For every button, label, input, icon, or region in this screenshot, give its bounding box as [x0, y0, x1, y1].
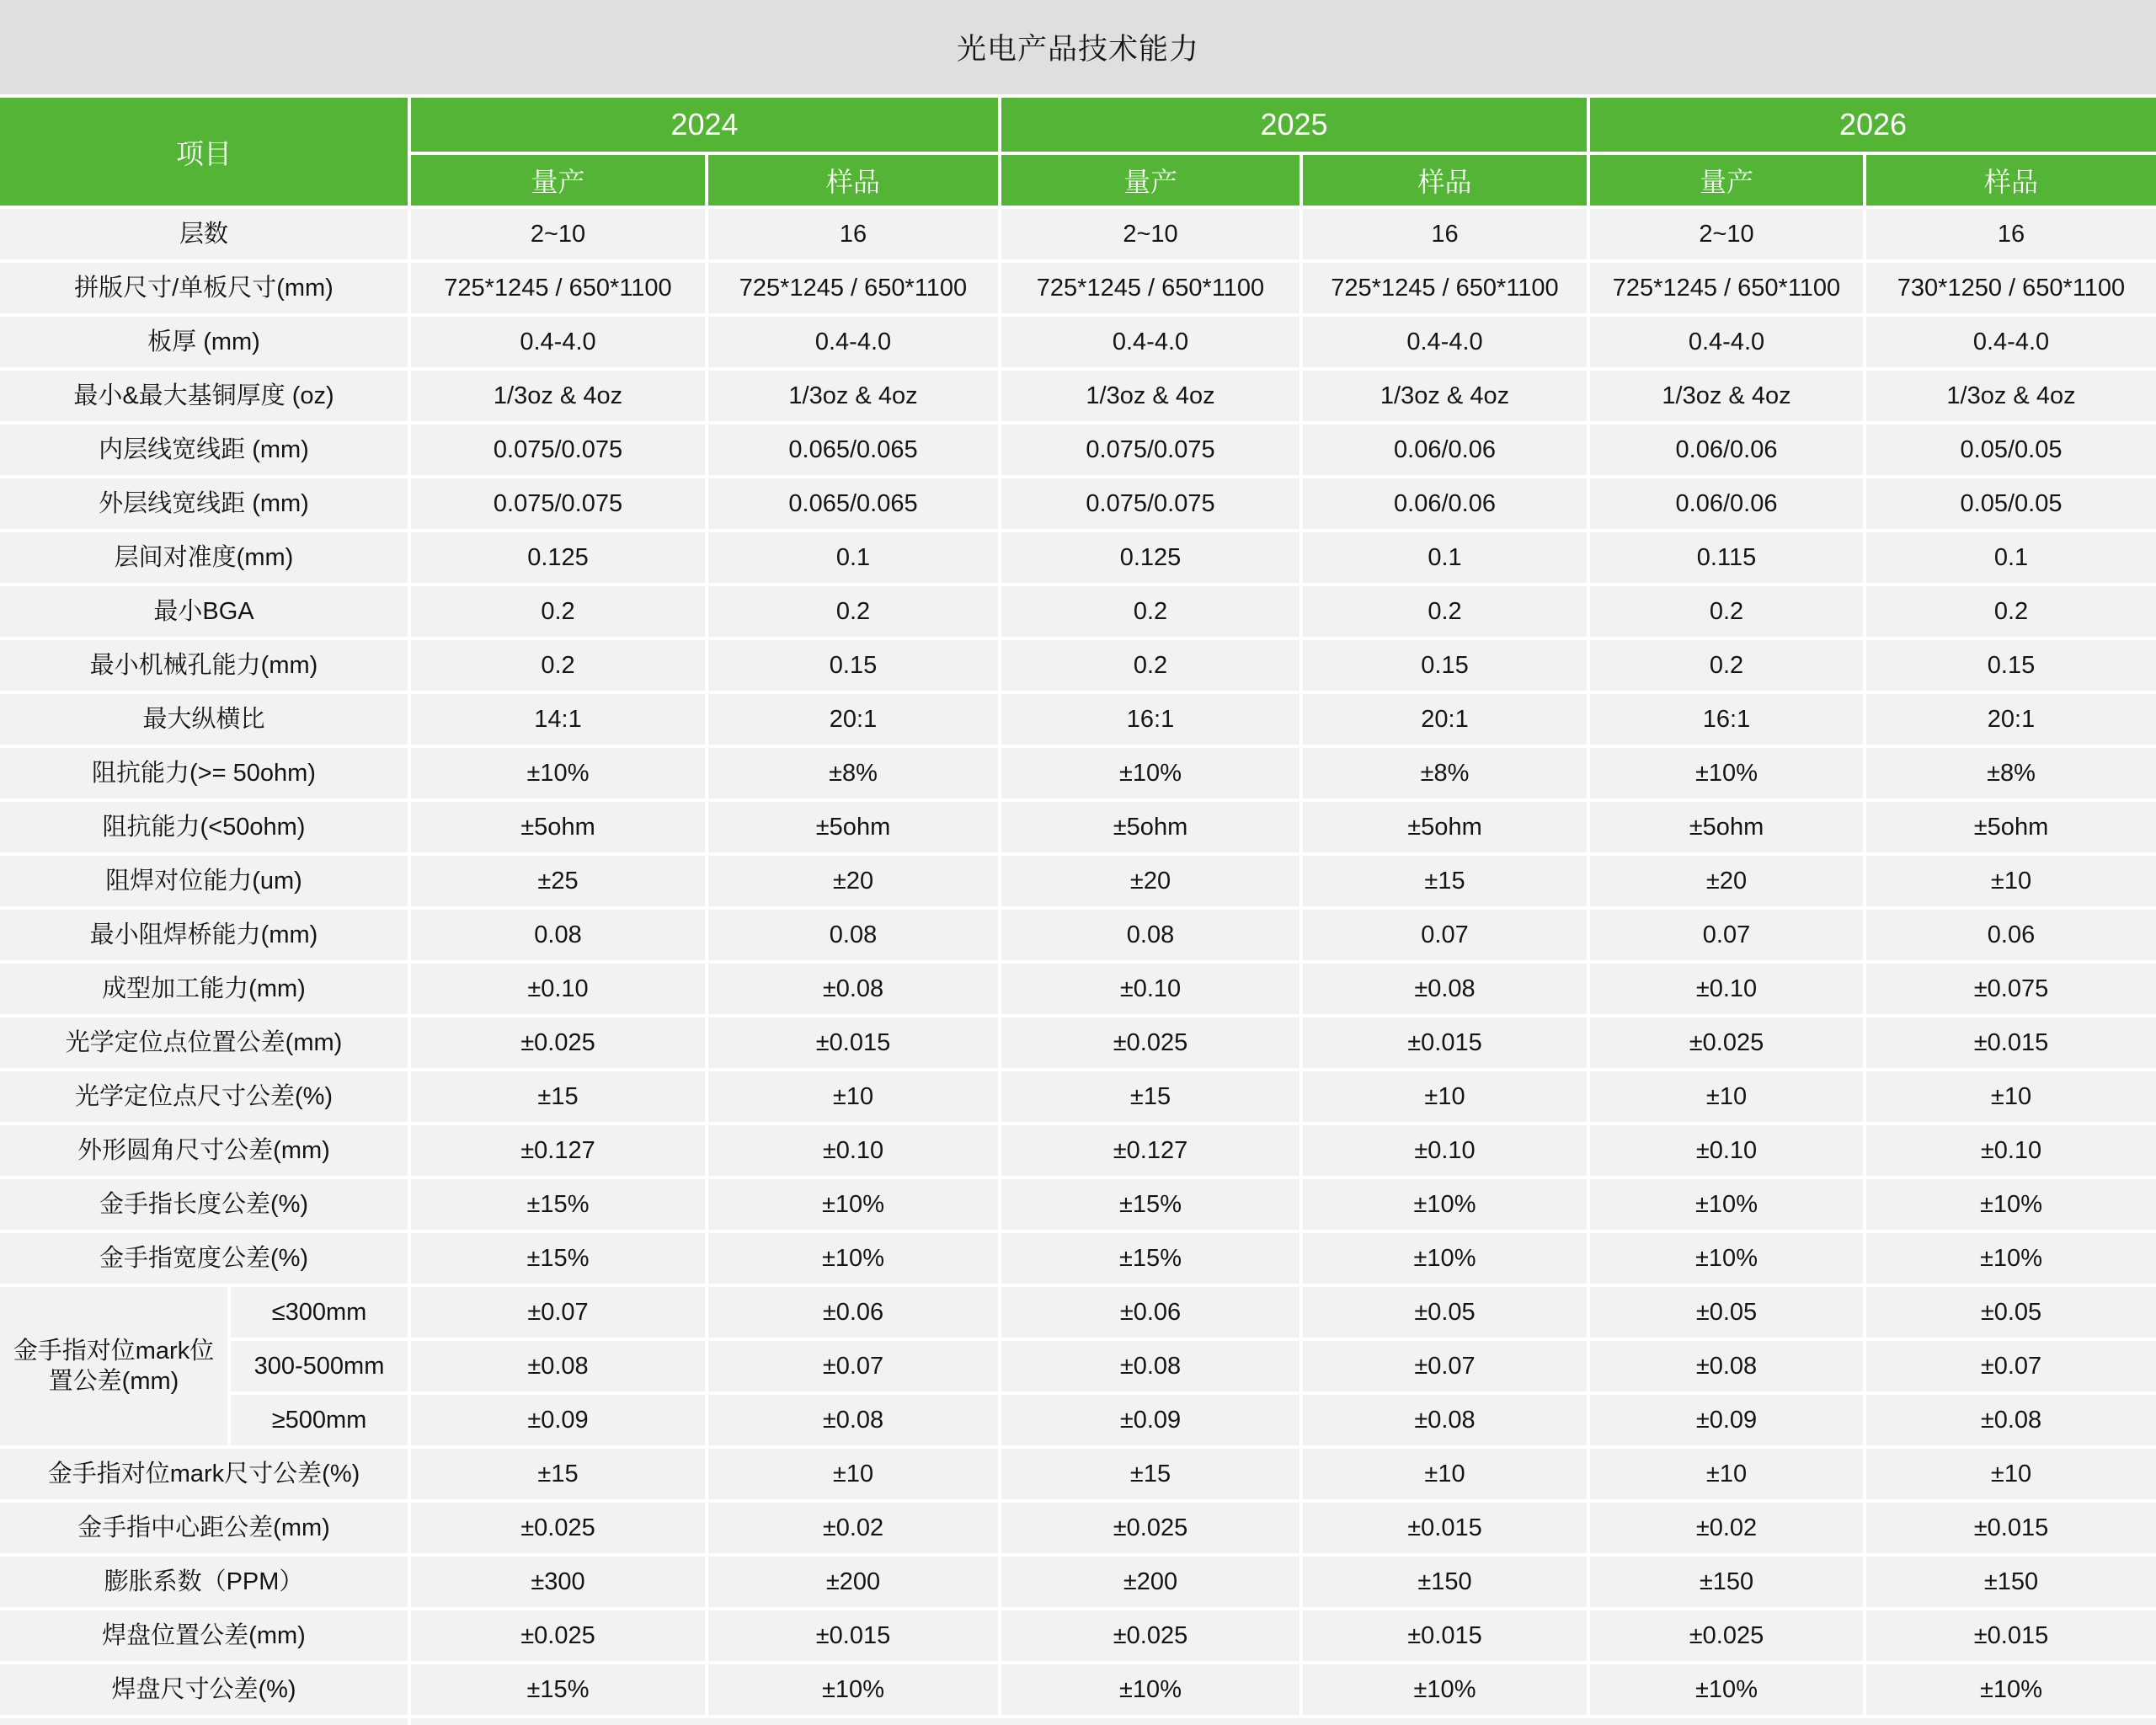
cell-value: ±0.08 [708, 1395, 998, 1445]
cell-value: 0.075/0.075 [411, 425, 705, 475]
title-bar [0, 0, 2156, 94]
cell-value: 0.2 [1001, 640, 1299, 691]
cell-value: ±5ohm [1001, 802, 1299, 852]
cell-value: ±20 [708, 856, 998, 906]
row-label: 阻抗能力(>= 50ohm) [0, 748, 408, 798]
row-label: 外形圆角尺寸公差(mm) [0, 1125, 408, 1176]
cell-value: ±0.025 [1001, 1017, 1299, 1068]
cell-value: 0.065/0.065 [708, 478, 998, 529]
cell-value: ±10% [708, 1233, 998, 1284]
cell-value: 0.07 [1303, 910, 1587, 960]
cell-value: ±10% [1303, 1233, 1587, 1284]
cell-value: 725*1245 / 650*1100 [1590, 263, 1863, 313]
cell-value: ±10% [1866, 1664, 2156, 1715]
cell-value: ±150 [1590, 1557, 1863, 1607]
cell-value: ±0.10 [1001, 964, 1299, 1014]
cell-value: 16 [1303, 209, 1587, 259]
cell-value: ±15% [411, 1233, 705, 1284]
row-label: 外层线宽线距 (mm) [0, 478, 408, 529]
cell-value: ±300 [411, 1557, 705, 1607]
cell-value: 0.15 [1866, 640, 2156, 691]
cell-value: ±25 [411, 856, 705, 906]
cell-value: ±150 [1866, 1557, 2156, 1607]
cell-value: ±0.075 [1866, 964, 2156, 1014]
cell-value: 0.08 [1001, 910, 1299, 960]
cell-value: ±10% [1866, 1179, 2156, 1230]
cell-value: 0.07 [1590, 910, 1863, 960]
cell-value: ±15% [411, 1179, 705, 1230]
cell-value: ±15 [411, 1071, 705, 1122]
cell-value: ±5ohm [1303, 802, 1587, 852]
cell-value: ±8% [708, 748, 998, 798]
cell-value: ±10% [1590, 1233, 1863, 1284]
cell-value: ±0.025 [1590, 1610, 1863, 1661]
cell-value: ±0.10 [1590, 1125, 1863, 1176]
header-year-2024: 2024 [411, 98, 998, 152]
row-label: 膨胀系数（PPM） [0, 1557, 408, 1607]
cell-value: ±0.07 [411, 1287, 705, 1338]
cell-value: ±0.10 [708, 1125, 998, 1176]
row-label: 焊盘位置公差(mm) [0, 1610, 408, 1661]
cell-value: ±10 [1303, 1449, 1587, 1499]
cell-value: 0.2 [411, 640, 705, 691]
cell-value: ±0.025 [1001, 1503, 1299, 1553]
cell-value: ±0.10 [411, 964, 705, 1014]
cell-value: ±0.015 [1303, 1503, 1587, 1553]
cell-value: 0.06/0.06 [1303, 478, 1587, 529]
cell-value: 16 [708, 209, 998, 259]
bottom-partial-value [411, 1718, 2156, 1725]
cell-value: 1/3oz & 4oz [1303, 371, 1587, 421]
cell-value: 0.125 [1001, 532, 1299, 583]
cell-value: ±0.08 [411, 1341, 705, 1391]
header-sub-0: 量产 [411, 155, 705, 206]
cell-value: 0.2 [1590, 640, 1863, 691]
cell-value: 1/3oz & 4oz [411, 371, 705, 421]
cell-value: 725*1245 / 650*1100 [1001, 263, 1299, 313]
row-label: 板厚 (mm) [0, 317, 408, 367]
cell-value: 0.1 [1866, 532, 2156, 583]
cell-value: ±10 [1866, 856, 2156, 906]
row-label: 最小阻焊桥能力(mm) [0, 910, 408, 960]
cell-value: 0.4-4.0 [411, 317, 705, 367]
cell-value: ±0.08 [1001, 1341, 1299, 1391]
cell-value: ±0.015 [1303, 1017, 1587, 1068]
cell-value: 20:1 [708, 694, 998, 745]
cell-value: 0.075/0.075 [411, 478, 705, 529]
cell-value: ±10 [1590, 1449, 1863, 1499]
bottom-partial-label [0, 1718, 408, 1725]
cell-value: ±15% [1001, 1233, 1299, 1284]
cell-value: 0.15 [1303, 640, 1587, 691]
cell-value: ±0.127 [1001, 1125, 1299, 1176]
cell-value: ±0.02 [708, 1503, 998, 1553]
header-item: 项目 [0, 98, 408, 206]
cell-value: ±5ohm [411, 802, 705, 852]
row-label: 焊盘尺寸公差(%) [0, 1664, 408, 1715]
cell-value: 0.1 [708, 532, 998, 583]
cell-value: ±10% [1303, 1179, 1587, 1230]
cell-value: 2~10 [1001, 209, 1299, 259]
cell-value: ±10% [1590, 1179, 1863, 1230]
cell-value: ±0.02 [1590, 1503, 1863, 1553]
cell-value: 730*1250 / 650*1100 [1866, 263, 2156, 313]
cell-value: ±10% [1590, 1664, 1863, 1715]
cell-value: ±0.05 [1866, 1287, 2156, 1338]
cell-value: 0.2 [1590, 586, 1863, 637]
cell-value: ±0.09 [1001, 1395, 1299, 1445]
cell-value: ±10 [1866, 1071, 2156, 1122]
cell-value: 16:1 [1001, 694, 1299, 745]
cell-value: ±8% [1866, 748, 2156, 798]
header-year-2026: 2026 [1590, 98, 2156, 152]
cell-value: 0.075/0.075 [1001, 478, 1299, 529]
cell-value: ±0.025 [411, 1610, 705, 1661]
cell-value: ±10% [411, 748, 705, 798]
header-sub-5: 样品 [1866, 155, 2156, 206]
cell-value: ±8% [1303, 748, 1587, 798]
cell-value: ±150 [1303, 1557, 1587, 1607]
cell-value: ±0.06 [708, 1287, 998, 1338]
cell-value: 1/3oz & 4oz [1866, 371, 2156, 421]
header-sub-2: 量产 [1001, 155, 1299, 206]
cell-value: ±10% [708, 1664, 998, 1715]
cell-value: ±0.015 [708, 1017, 998, 1068]
cell-value: ±10% [1001, 1664, 1299, 1715]
cell-value: ±200 [1001, 1557, 1299, 1607]
row-label: 内层线宽线距 (mm) [0, 425, 408, 475]
cell-value: ±0.025 [411, 1017, 705, 1068]
cell-value: ±10 [1303, 1071, 1587, 1122]
row-label: 层数 [0, 209, 408, 259]
cell-value: 0.1 [1303, 532, 1587, 583]
cell-value: 0.4-4.0 [1590, 317, 1863, 367]
cell-value: ±0.10 [1590, 964, 1863, 1014]
cell-value: ±10% [1866, 1233, 2156, 1284]
cell-value: 0.2 [411, 586, 705, 637]
cell-value: ±15% [1001, 1179, 1299, 1230]
page-title: 光电产品技术能力 [956, 33, 1199, 66]
cell-value: 0.15 [708, 640, 998, 691]
cell-value: ±15 [1303, 856, 1587, 906]
cell-value: ±15 [1001, 1071, 1299, 1122]
header-year-2025: 2025 [1001, 98, 1587, 152]
cell-value: ±0.127 [411, 1125, 705, 1176]
cell-value: 725*1245 / 650*1100 [1303, 263, 1587, 313]
cell-value: ±10% [1001, 748, 1299, 798]
cell-value: ±0.015 [708, 1610, 998, 1661]
cell-value: ±15 [1001, 1449, 1299, 1499]
cell-value: ±0.06 [1001, 1287, 1299, 1338]
cell-value: 16 [1866, 209, 2156, 259]
cell-value: 0.05/0.05 [1866, 478, 2156, 529]
cell-value: 0.06/0.06 [1590, 478, 1863, 529]
cell-value: 0.075/0.075 [1001, 425, 1299, 475]
header-sub-3: 样品 [1303, 155, 1587, 206]
header-sub-4: 量产 [1590, 155, 1863, 206]
row-label: 金手指宽度公差(%) [0, 1233, 408, 1284]
cell-value: ±5ohm [1866, 802, 2156, 852]
cell-value: ±0.015 [1866, 1503, 2156, 1553]
cell-value: 0.4-4.0 [708, 317, 998, 367]
cell-value: ±0.07 [1866, 1341, 2156, 1391]
row-sublabel: ≥500mm [231, 1395, 408, 1445]
header-sub-1: 样品 [708, 155, 998, 206]
cell-value: ±10 [1590, 1071, 1863, 1122]
cell-value: 0.065/0.065 [708, 425, 998, 475]
cell-value: 1/3oz & 4oz [1590, 371, 1863, 421]
cell-value: ±5ohm [1590, 802, 1863, 852]
cell-value: 16:1 [1590, 694, 1863, 745]
cell-value: 725*1245 / 650*1100 [411, 263, 705, 313]
cell-value: ±10 [1866, 1449, 2156, 1499]
row-label: 层间对准度(mm) [0, 532, 408, 583]
row-label: 金手指中心距公差(mm) [0, 1503, 408, 1553]
cell-value: 0.05/0.05 [1866, 425, 2156, 475]
cell-value: 2~10 [1590, 209, 1863, 259]
cell-value: 0.4-4.0 [1303, 317, 1587, 367]
cell-value: ±5ohm [708, 802, 998, 852]
cell-value: ±20 [1001, 856, 1299, 906]
cell-value: 0.08 [708, 910, 998, 960]
cell-value: ±0.09 [411, 1395, 705, 1445]
row-label: 金手指长度公差(%) [0, 1179, 408, 1230]
capability-table [0, 98, 2156, 1725]
cell-value: ±0.08 [1303, 1395, 1587, 1445]
cell-value: 0.2 [1303, 586, 1587, 637]
row-label: 拼版尺寸/单板尺寸(mm) [0, 263, 408, 313]
cell-value: ±0.025 [1001, 1610, 1299, 1661]
cell-value: ±15 [411, 1449, 705, 1499]
row-label: 光学定位点位置公差(mm) [0, 1017, 408, 1068]
cell-value: ±0.08 [1590, 1341, 1863, 1391]
cell-value: ±10% [708, 1179, 998, 1230]
cell-value: ±0.015 [1866, 1017, 2156, 1068]
row-label: 最小机械孔能力(mm) [0, 640, 408, 691]
cell-value: ±10% [1303, 1664, 1587, 1715]
cell-value: 1/3oz & 4oz [1001, 371, 1299, 421]
row-label: 最大纵横比 [0, 694, 408, 745]
cell-value: 2~10 [411, 209, 705, 259]
cell-value: 1/3oz & 4oz [708, 371, 998, 421]
row-label: 阻焊对位能力(um) [0, 856, 408, 906]
row-sublabel: ≤300mm [231, 1287, 408, 1338]
cell-value: 0.06/0.06 [1590, 425, 1863, 475]
cell-value: 20:1 [1866, 694, 2156, 745]
cell-value: ±0.08 [708, 964, 998, 1014]
cell-value: 0.115 [1590, 532, 1863, 583]
cell-value: ±0.08 [1303, 964, 1587, 1014]
cell-value: 0.4-4.0 [1001, 317, 1299, 367]
cell-value: 0.06 [1866, 910, 2156, 960]
cell-value: ±0.015 [1303, 1610, 1587, 1661]
cell-value: ±0.015 [1866, 1610, 2156, 1661]
cell-value: ±10% [1590, 748, 1863, 798]
cell-value: 0.06/0.06 [1303, 425, 1587, 475]
cell-value: ±0.025 [411, 1503, 705, 1553]
row-label: 成型加工能力(mm) [0, 964, 408, 1014]
cell-value: ±0.08 [1866, 1395, 2156, 1445]
cell-value: ±0.05 [1590, 1287, 1863, 1338]
row-label: 金手指对位mark尺寸公差(%) [0, 1449, 408, 1499]
row-label: 最小BGA [0, 586, 408, 637]
cell-value: 0.125 [411, 532, 705, 583]
cell-value: ±10 [708, 1071, 998, 1122]
row-group-label: 金手指对位mark位置公差(mm) [0, 1287, 227, 1445]
cell-value: 20:1 [1303, 694, 1587, 745]
cell-value: ±0.07 [1303, 1341, 1587, 1391]
cell-value: ±0.09 [1590, 1395, 1863, 1445]
row-sublabel: 300-500mm [231, 1341, 408, 1391]
row-label: 最小&最大基铜厚度 (oz) [0, 371, 408, 421]
cell-value: ±200 [708, 1557, 998, 1607]
cell-value: ±15% [411, 1664, 705, 1715]
cell-value: ±20 [1590, 856, 1863, 906]
cell-value: ±0.025 [1590, 1017, 1863, 1068]
cell-value: 725*1245 / 650*1100 [708, 263, 998, 313]
cell-value: ±10 [708, 1449, 998, 1499]
cell-value: 0.2 [1866, 586, 2156, 637]
cell-value: 0.2 [708, 586, 998, 637]
cell-value: ±0.10 [1303, 1125, 1587, 1176]
row-label: 阻抗能力(<50ohm) [0, 802, 408, 852]
cell-value: ±0.10 [1866, 1125, 2156, 1176]
row-label: 光学定位点尺寸公差(%) [0, 1071, 408, 1122]
cell-value: 0.2 [1001, 586, 1299, 637]
cell-value: 14:1 [411, 694, 705, 745]
cell-value: ±0.05 [1303, 1287, 1587, 1338]
cell-value: ±0.07 [708, 1341, 998, 1391]
cell-value: 0.4-4.0 [1866, 317, 2156, 367]
cell-value: 0.08 [411, 910, 705, 960]
